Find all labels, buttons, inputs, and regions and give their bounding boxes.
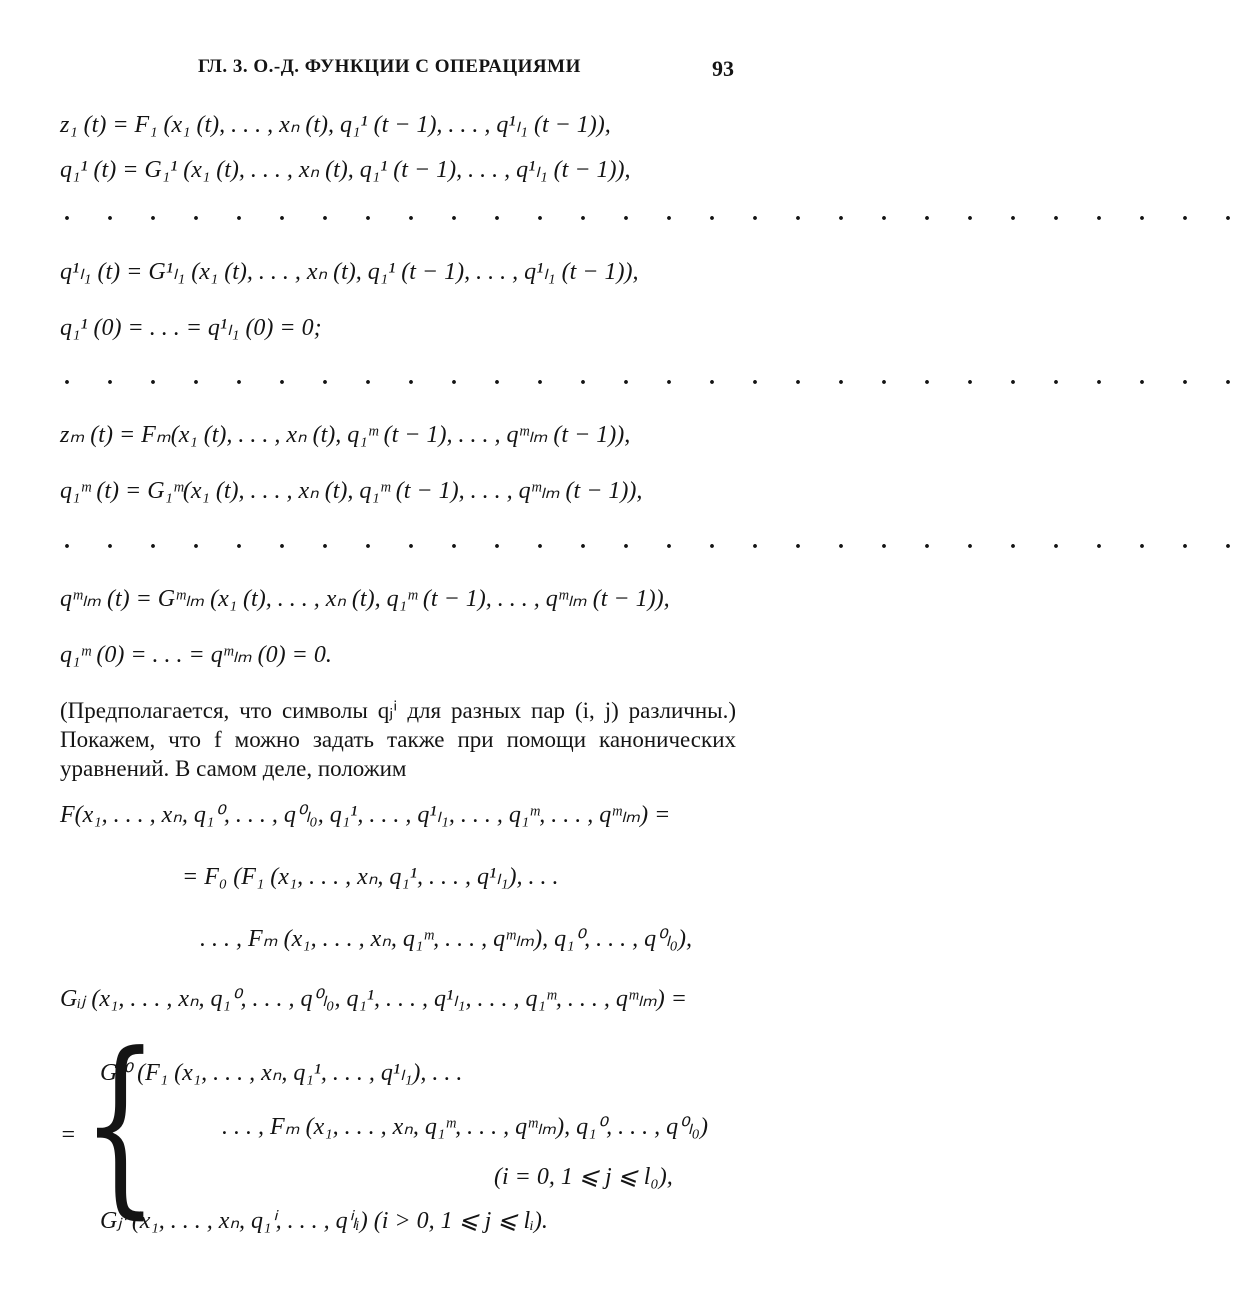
page-number: 93 xyxy=(712,56,734,81)
G-case-1-line-1: Gⱼ⁰ (F₁ (x₁, . . . , xₙ, q₁¹, . . . , q¹ₗ₁), . . . xyxy=(100,1060,463,1086)
equation-initial-1: q₁¹ (0) = . . . = q¹ₗ₁ (0) = 0; xyxy=(60,315,322,341)
equation-z1: z₁ (t) = F₁ (x₁ (t), . . . , xₙ (t), q₁¹ (t − 1), . . . , q¹ₗ₁ (t − 1)), xyxy=(60,112,611,138)
F-def-line-3: . . . , Fₘ (x₁, . . . , xₙ, q₁ᵐ, . . . , qᵐₗₘ), q₁⁰, . . . , q⁰ₗ₀), xyxy=(200,926,693,952)
equation-q1-1: q₁¹ (t) = G₁¹ (x₁ (t), . . . , xₙ (t), q₁¹ (t − 1), . . . , q¹ₗ₁ (t − 1)), xyxy=(60,157,631,183)
body-paragraph: (Предполагается, что символы qⱼⁱ для разных пар (i, j) различны.) Покажем, что f можно задать также при помощи канонических уравнений. В самом деле, положим xyxy=(60,698,736,781)
equation-q-lm: qᵐₗₘ (t) = Gᵐₗₘ (x₁ (t), . . . , xₙ (t), q₁ᵐ (t − 1), . . . , qᵐₗₘ (t − 1)), xyxy=(60,586,670,612)
G-case-1-condition: (i = 0, 1 ⩽ j ⩽ l₀), xyxy=(494,1164,673,1190)
equation-q-l1: q¹ₗ₁ (t) = G¹ₗ₁ (x₁ (t), . . . , xₙ (t), q₁¹ (t − 1), . . . , q¹ₗ₁ (t − 1)), xyxy=(60,259,639,285)
G-def-line-1: Gᵢⱼ (x₁, . . . , xₙ, q₁⁰, . . . , q⁰ₗ₀, q₁¹, . . . , q¹ₗ₁, . . . , q₁ᵐ, . . . , qᵐₗₘ) = xyxy=(60,986,687,1012)
G-cases-brace: { xyxy=(82,1014,159,1237)
G-case-2: Gⱼⁱ (x₁, . . . , xₙ, q₁ⁱ, . . . , qⁱₗᵢ) (i > 0, 1 ⩽ j ⩽ lᵢ). xyxy=(100,1208,548,1234)
F-def-line-2: = F₀ (F₁ (x₁, . . . , xₙ, q₁¹, . . . , q¹ₗ₁), . . . xyxy=(182,864,559,890)
ellipsis-row-3: . . . . . . . . . . . . . . . . . . . . . . . . . . . . xyxy=(64,528,1247,554)
G-equals-sign: = xyxy=(60,1122,77,1148)
ellipsis-row-2: . . . . . . . . . . . . . . . . . . . . . . . . . . . . xyxy=(64,364,1247,390)
ellipsis-row-1: . . . . . . . . . . . . . . . . . . . . . . . . . . . . xyxy=(64,200,1247,226)
running-title: ГЛ. 3. О.-Д. ФУНКЦИИ С ОПЕРАЦИЯМИ xyxy=(198,56,581,77)
equation-zm: zₘ (t) = Fₘ(x₁ (t), . . . , xₙ (t), q₁ᵐ (t − 1), . . . , qᵐₗₘ (t − 1)), xyxy=(60,422,631,448)
equation-initial-m: q₁ᵐ (0) = . . . = qᵐₗₘ (0) = 0. xyxy=(60,642,332,668)
G-case-1-line-2: . . . , Fₘ (x₁, . . . , xₙ, q₁ᵐ, . . . , qᵐₗₘ), q₁⁰, . . . , q⁰ₗ₀) xyxy=(222,1114,709,1140)
F-def-line-1: F(x₁, . . . , xₙ, q₁⁰, . . . , q⁰ₗ₀, q₁¹, . . . , q¹ₗ₁, . . . , q₁ᵐ, . . . , qᵐₗₘ) = xyxy=(60,802,671,828)
equation-q1-m: q₁ᵐ (t) = G₁ᵐ(x₁ (t), . . . , xₙ (t), q₁ᵐ (t − 1), . . . , qᵐₗₘ (t − 1)), xyxy=(60,478,643,504)
